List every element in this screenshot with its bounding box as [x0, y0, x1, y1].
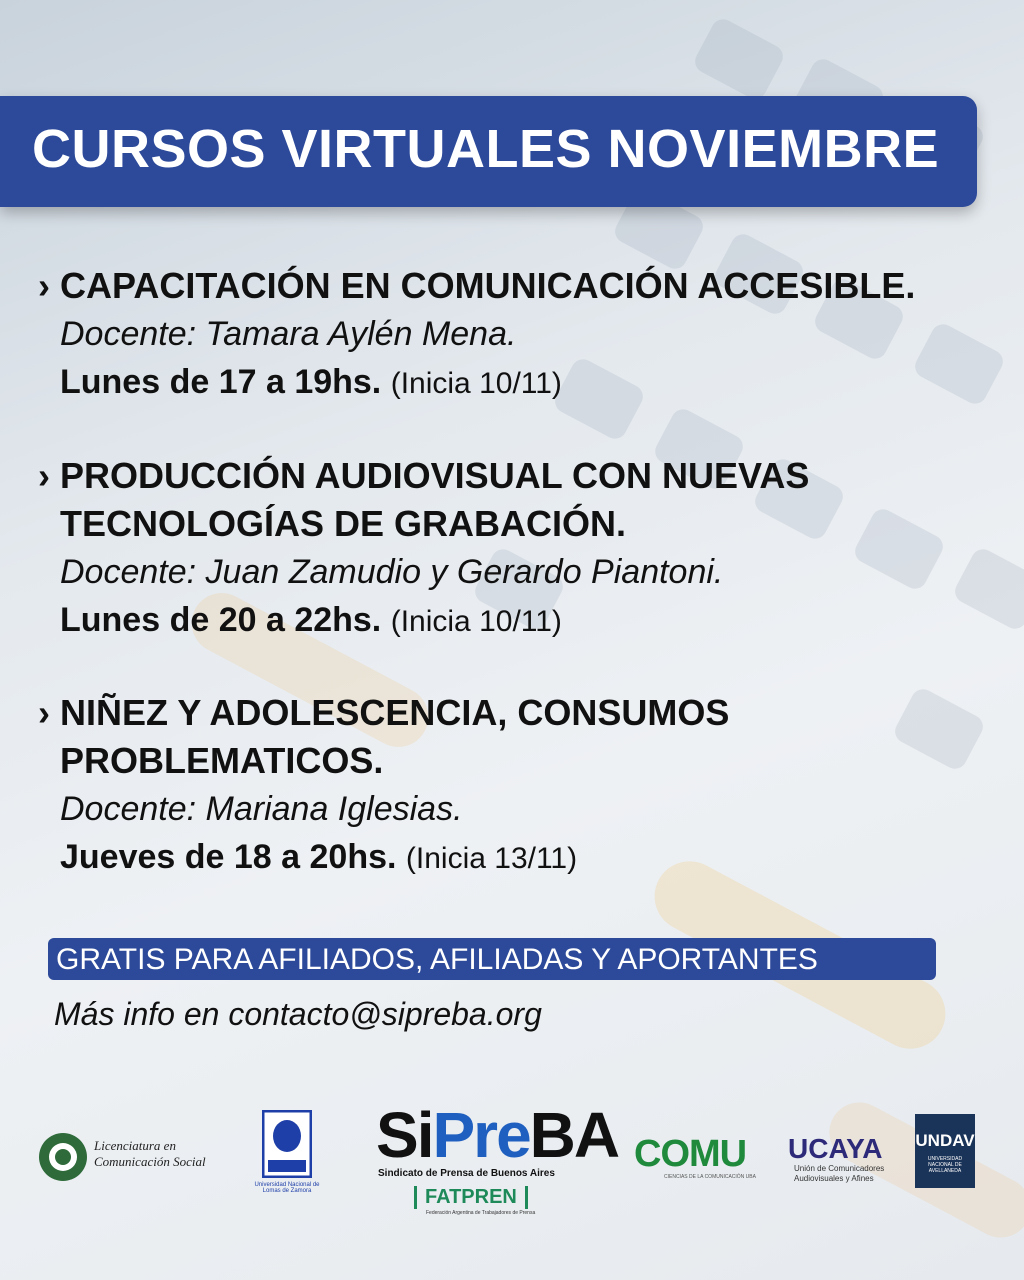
logo-strip [0, 1100, 1024, 1220]
unlz-emblem-icon [262, 1110, 312, 1178]
course-schedule: Lunes de 20 a 22hs. (Inicia 10/11) [60, 601, 562, 639]
page-title: CURSOS VIRTUALES NOVIEMBRE [32, 119, 940, 179]
course-1 [38, 262, 998, 408]
course-teacher: Docente: Juan Zamudio y Gerardo Piantoni. [60, 553, 724, 591]
course-schedule: Lunes de 17 a 19hs. (Inicia 10/11) [60, 363, 562, 401]
chevron-right-icon: › [38, 692, 50, 733]
title-banner [0, 96, 977, 207]
course-teacher: Docente: Tamara Aylén Mena. [60, 315, 517, 353]
course-title: PRODUCCIÓN AUDIOVISUAL CON NUEVAS TECNOLOGÍAS DE GRABACIÓN. [60, 455, 810, 544]
unlz-logo: Universidad Nacional de Lomas de Zamora [252, 1110, 322, 1200]
free-banner-text: GRATIS PARA AFILIADOS, AFILIADAS Y APORTANTES [56, 943, 818, 976]
undav-logo: UNDAV UNIVERSIDAD NACIONAL DE AVELLANEDA [915, 1114, 975, 1188]
course-schedule: Jueves de 18 a 20hs. (Inicia 13/11) [60, 838, 578, 876]
course-2 [38, 452, 998, 646]
contact-info: Más info en contacto@sipreba.org [54, 996, 542, 1032]
course-teacher: Docente: Mariana Iglesias. [60, 790, 463, 828]
course-title: NIÑEZ Y ADOLESCENCIA, CONSUMOS PROBLEMATICOS. [60, 692, 730, 781]
ucaya-logo: UCAYA Unión de Comunicadores Audiovisuales y Afines [788, 1133, 885, 1183]
free-banner [48, 938, 936, 980]
lcs-logo: Licenciatura en Comunicación Social [38, 1130, 228, 1186]
sipreba-logo: SiPreBA Sindicato de Prensa de Buenos Aires FATPREN Federación Argentina de Trabajadores de Prensa [376, 1099, 619, 1216]
chevron-right-icon: › [38, 455, 50, 496]
chevron-right-icon: › [38, 265, 50, 306]
comu-logo: COMU CIENCIAS DE LA COMUNICACIÓN UBA [634, 1133, 756, 1180]
course-title: CAPACITACIÓN EN COMUNICACIÓN ACCESIBLE. [60, 265, 916, 306]
lcs-emblem-icon [38, 1130, 88, 1184]
course-3 [38, 689, 998, 883]
